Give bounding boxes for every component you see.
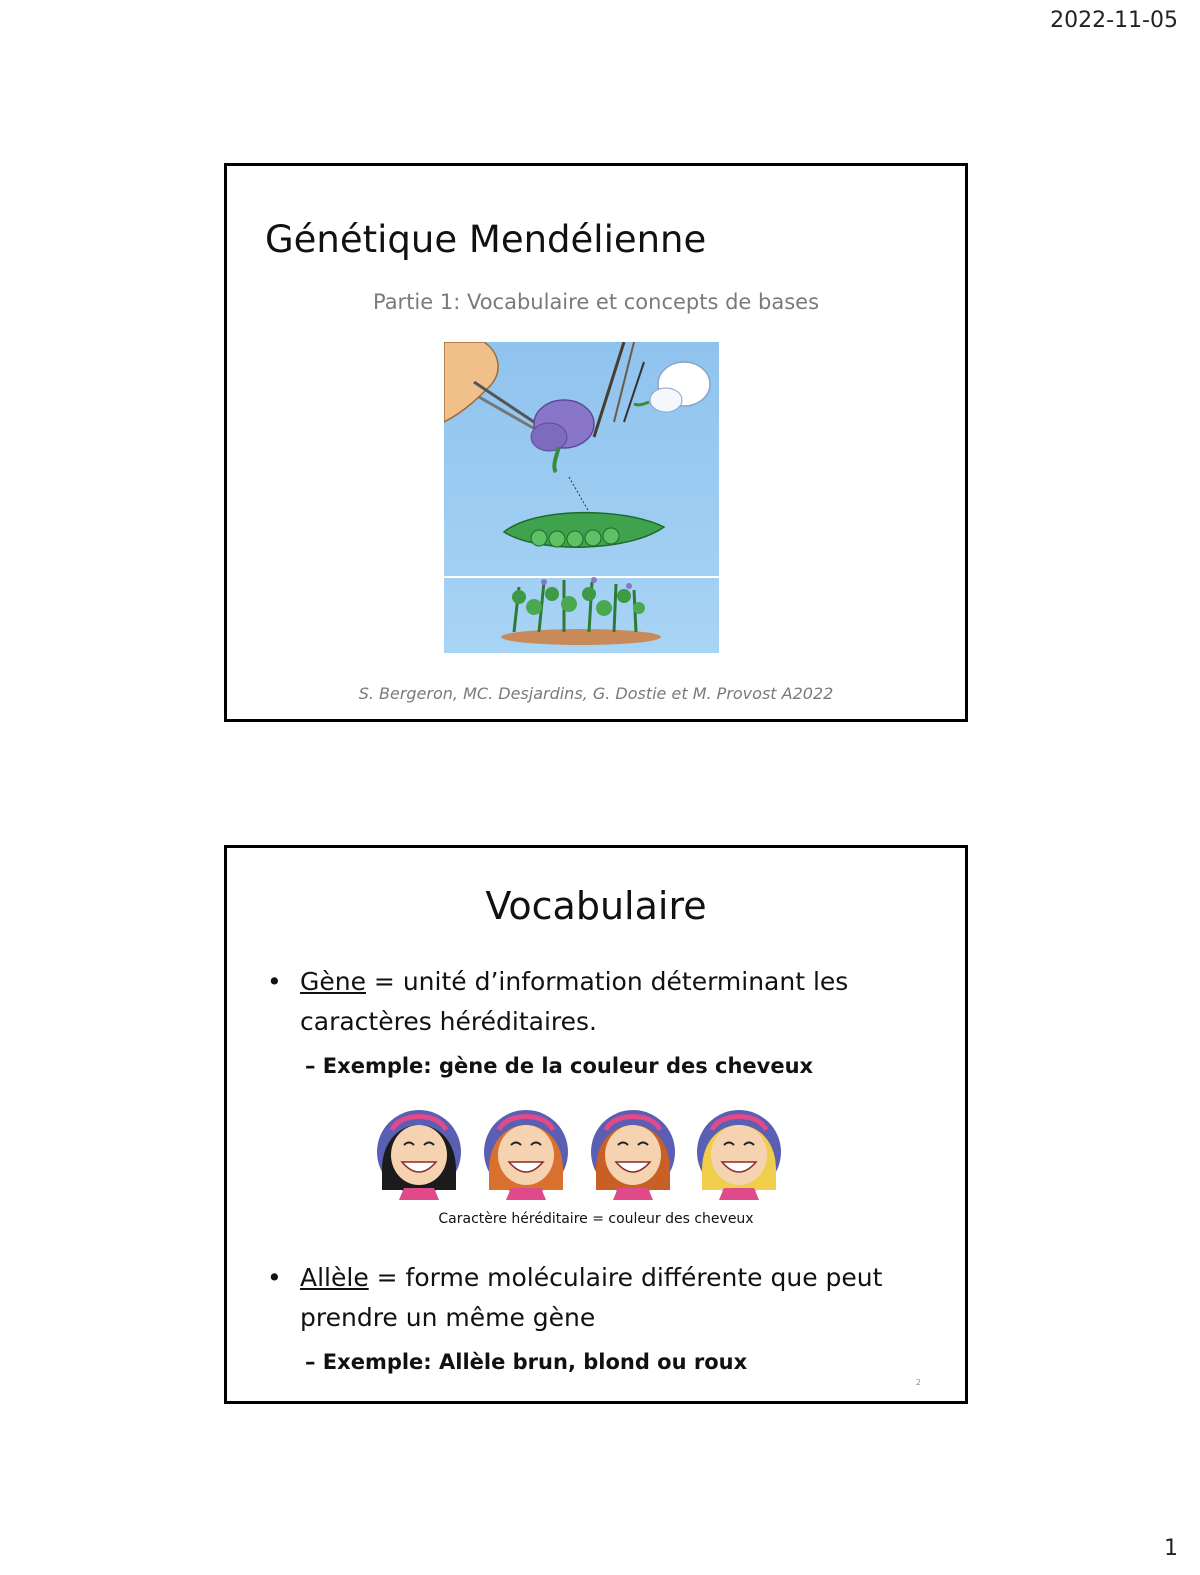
example-allele: – Exemple: Allèle brun, blond ou roux bbox=[305, 1350, 748, 1374]
term-allele: Allèle bbox=[300, 1263, 369, 1292]
page-date: 2022-11-05 bbox=[1050, 8, 1178, 33]
definition-allele: = forme moléculaire différente que peut prendre un même gène bbox=[300, 1263, 883, 1332]
definition-gene: = unité d’information déterminant les caractères héréditaires. bbox=[300, 967, 849, 1036]
bullet-allele bbox=[267, 1258, 920, 1338]
term-gene: Gène bbox=[300, 967, 366, 996]
girl-blonde-hair bbox=[697, 1110, 781, 1200]
girl-black-hair bbox=[377, 1110, 461, 1200]
bullet-dot: • bbox=[267, 1263, 282, 1292]
slide-2 bbox=[224, 845, 968, 1404]
bullet-gene bbox=[267, 962, 920, 1042]
bullet-dot: • bbox=[267, 967, 282, 996]
slide-2-title: Vocabulaire bbox=[485, 884, 707, 928]
hair-color-girls-illustration bbox=[374, 1100, 784, 1205]
slide-1-title: Génétique Mendélienne bbox=[265, 218, 707, 261]
pea-pollination-illustration bbox=[444, 342, 719, 653]
slide-1-subtitle: Partie 1: Vocabulaire et concepts de bases bbox=[372, 290, 820, 314]
girl-red-hair-2 bbox=[591, 1110, 675, 1200]
girl-red-hair bbox=[484, 1110, 568, 1200]
illustration-caption: Caractère héréditaire = couleur des cheveux bbox=[438, 1211, 754, 1227]
example-gene: – Exemple: gène de la couleur des cheveux bbox=[305, 1054, 814, 1078]
slide-1-authors: S. Bergeron, MC. Desjardins, G. Dostie et M. Provost A2022 bbox=[358, 684, 834, 703]
slide-1 bbox=[224, 163, 968, 722]
page-number: 1 bbox=[1164, 1536, 1178, 1561]
slide-number: 2 bbox=[915, 1378, 921, 1387]
